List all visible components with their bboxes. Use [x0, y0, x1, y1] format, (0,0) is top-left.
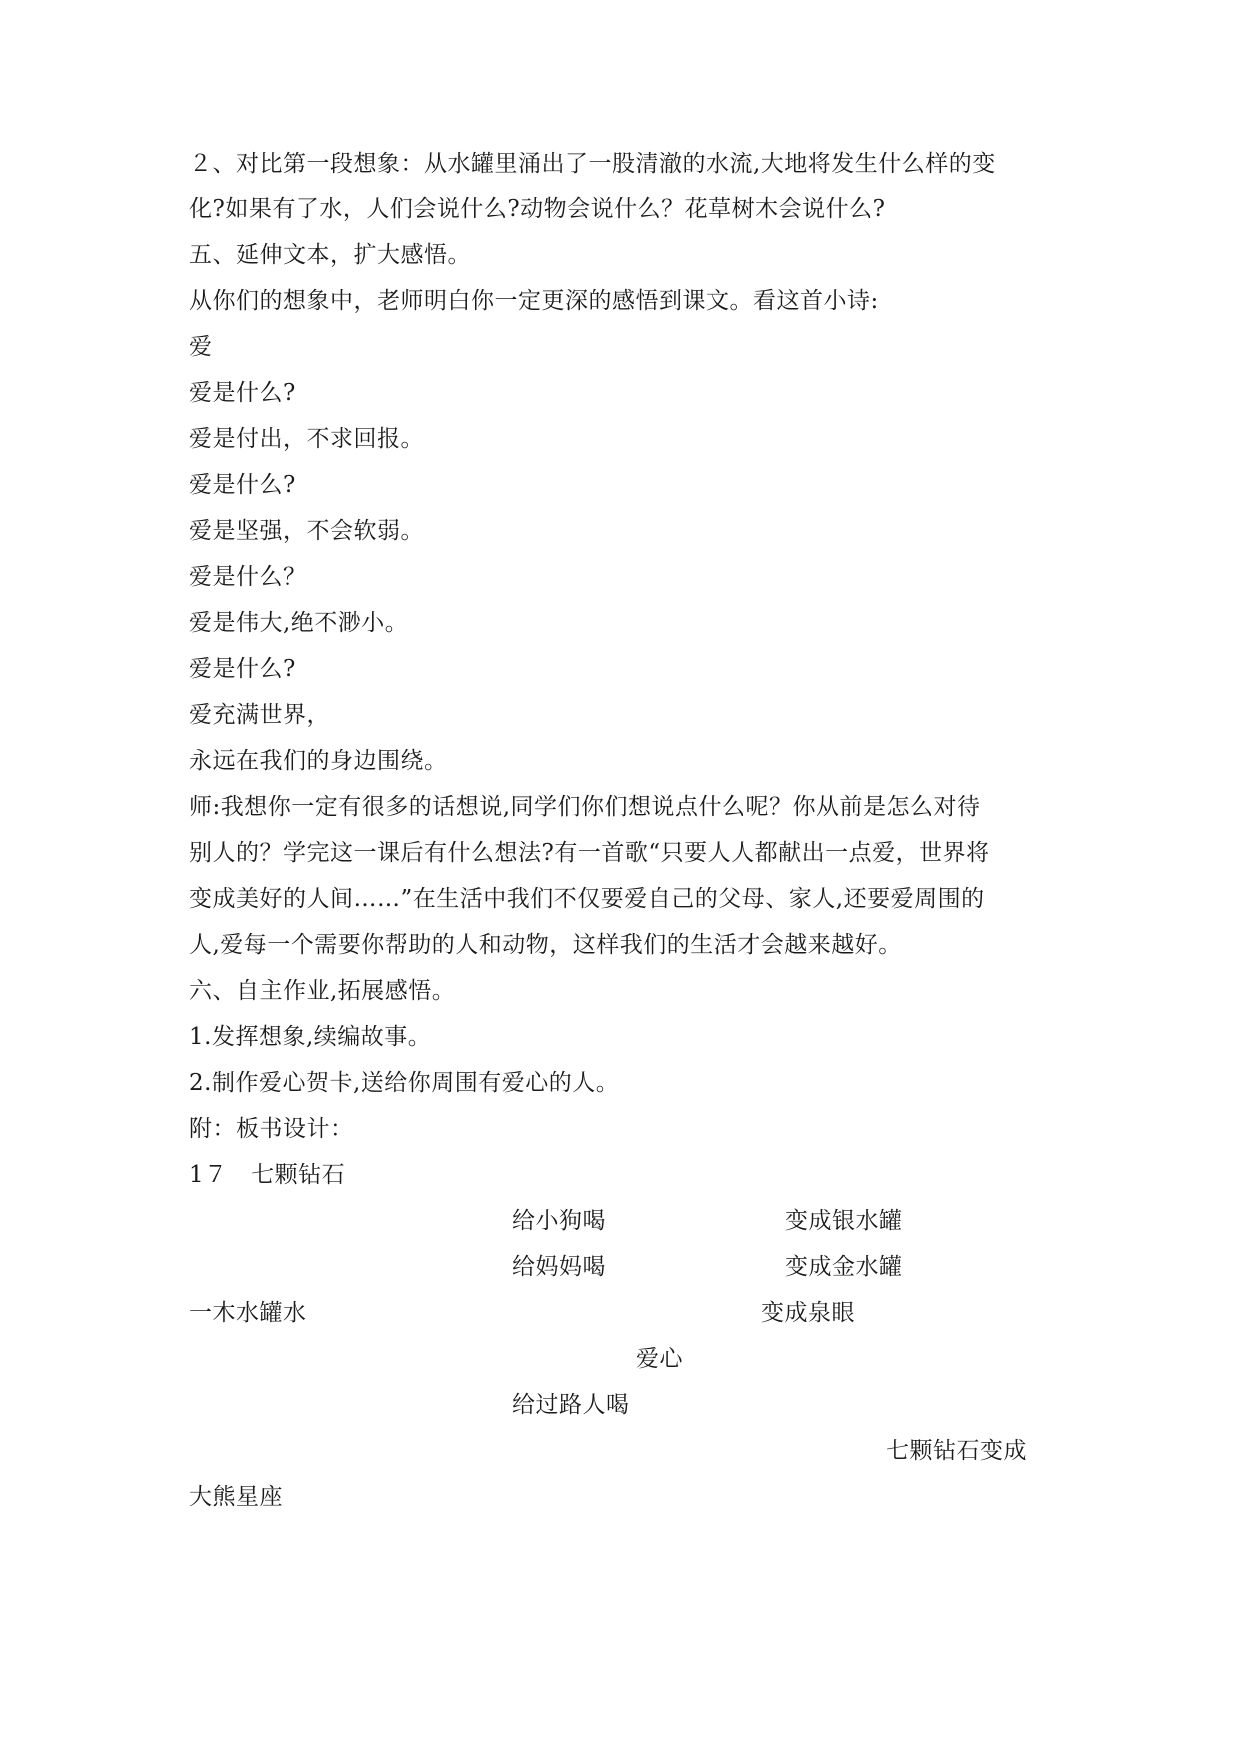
paragraph-poem-intro: 从你们的想象中，老师明白你一定更深的感悟到课文。看这首小诗: — [189, 288, 879, 314]
poem-line: 爱是什么? — [189, 380, 296, 406]
board-wooden-jar: 一木水罐水 — [189, 1300, 307, 1326]
poem-line: 爱是什么? — [189, 656, 296, 682]
paragraph-teacher-talk: 师:我想你一定有很多的话想说,同学们你们想说点什么呢？你从前是怎么对待 — [189, 794, 981, 820]
poem-line: 永远在我们的身边围绕。 — [189, 748, 448, 774]
board-gold-jar: 变成金水罐 — [785, 1254, 903, 1280]
poem-line: 爱是付出，不求回报。 — [189, 426, 424, 452]
poem-title: 爱 — [189, 334, 213, 360]
poem-line: 爱是伟大,绝不渺小。 — [189, 610, 409, 636]
poem-line: 爱充满世界， — [189, 702, 330, 728]
paragraph-teacher-talk: 变成美好的人间……”在生活中我们不仅要爱自己的父母、家人,还要爱周围的 — [189, 886, 985, 912]
board-give-dog: 给小狗喝 — [512, 1208, 606, 1234]
board-design-heading: 附：板书设计： — [189, 1116, 354, 1142]
section-heading-six: 六、自主作业,拓展感悟。 — [189, 978, 456, 1004]
poem-line: 爱是什么？ — [189, 564, 307, 590]
board-seven-diamonds: 七颗钻石变成 — [886, 1438, 1027, 1464]
board-silver-jar: 变成银水罐 — [785, 1208, 903, 1234]
board-spring: 变成泉眼 — [761, 1300, 855, 1326]
section-heading-five: 五、延伸文本，扩大感悟。 — [189, 242, 471, 268]
board-give-mother: 给妈妈喝 — [512, 1254, 606, 1280]
board-love: 爱心 — [636, 1346, 683, 1372]
paragraph-contrast-imagination: ２、对比第一段想象：从水罐里涌出了一股清澈的水流,大地将发生什么样的变 — [189, 151, 996, 177]
poem-line: 爱是什么? — [189, 472, 296, 498]
paragraph-teacher-talk: 人,爱每一个需要你帮助的人和动物，这样我们的生活才会越来越好。 — [189, 932, 902, 958]
paragraph-contrast-questions: 化?如果有了水，人们会说什么?动物会说什么？花草树木会说什么? — [189, 196, 886, 222]
paragraph-teacher-talk: 别人的？学完这一课后有什么想法?有一首歌“只要人人都献出一点爱，世界将 — [189, 840, 990, 866]
board-give-passerby: 给过路人喝 — [512, 1392, 630, 1418]
lesson-title: 1７ 七颗钻石 — [189, 1162, 346, 1188]
board-big-dipper: 大熊星座 — [189, 1484, 283, 1510]
homework-item: 1.发挥想象,续编故事。 — [189, 1024, 432, 1050]
poem-line: 爱是坚强，不会软弱。 — [189, 518, 424, 544]
homework-item: 2.制作爱心贺卡,送给你周围有爱心的人。 — [189, 1070, 620, 1096]
